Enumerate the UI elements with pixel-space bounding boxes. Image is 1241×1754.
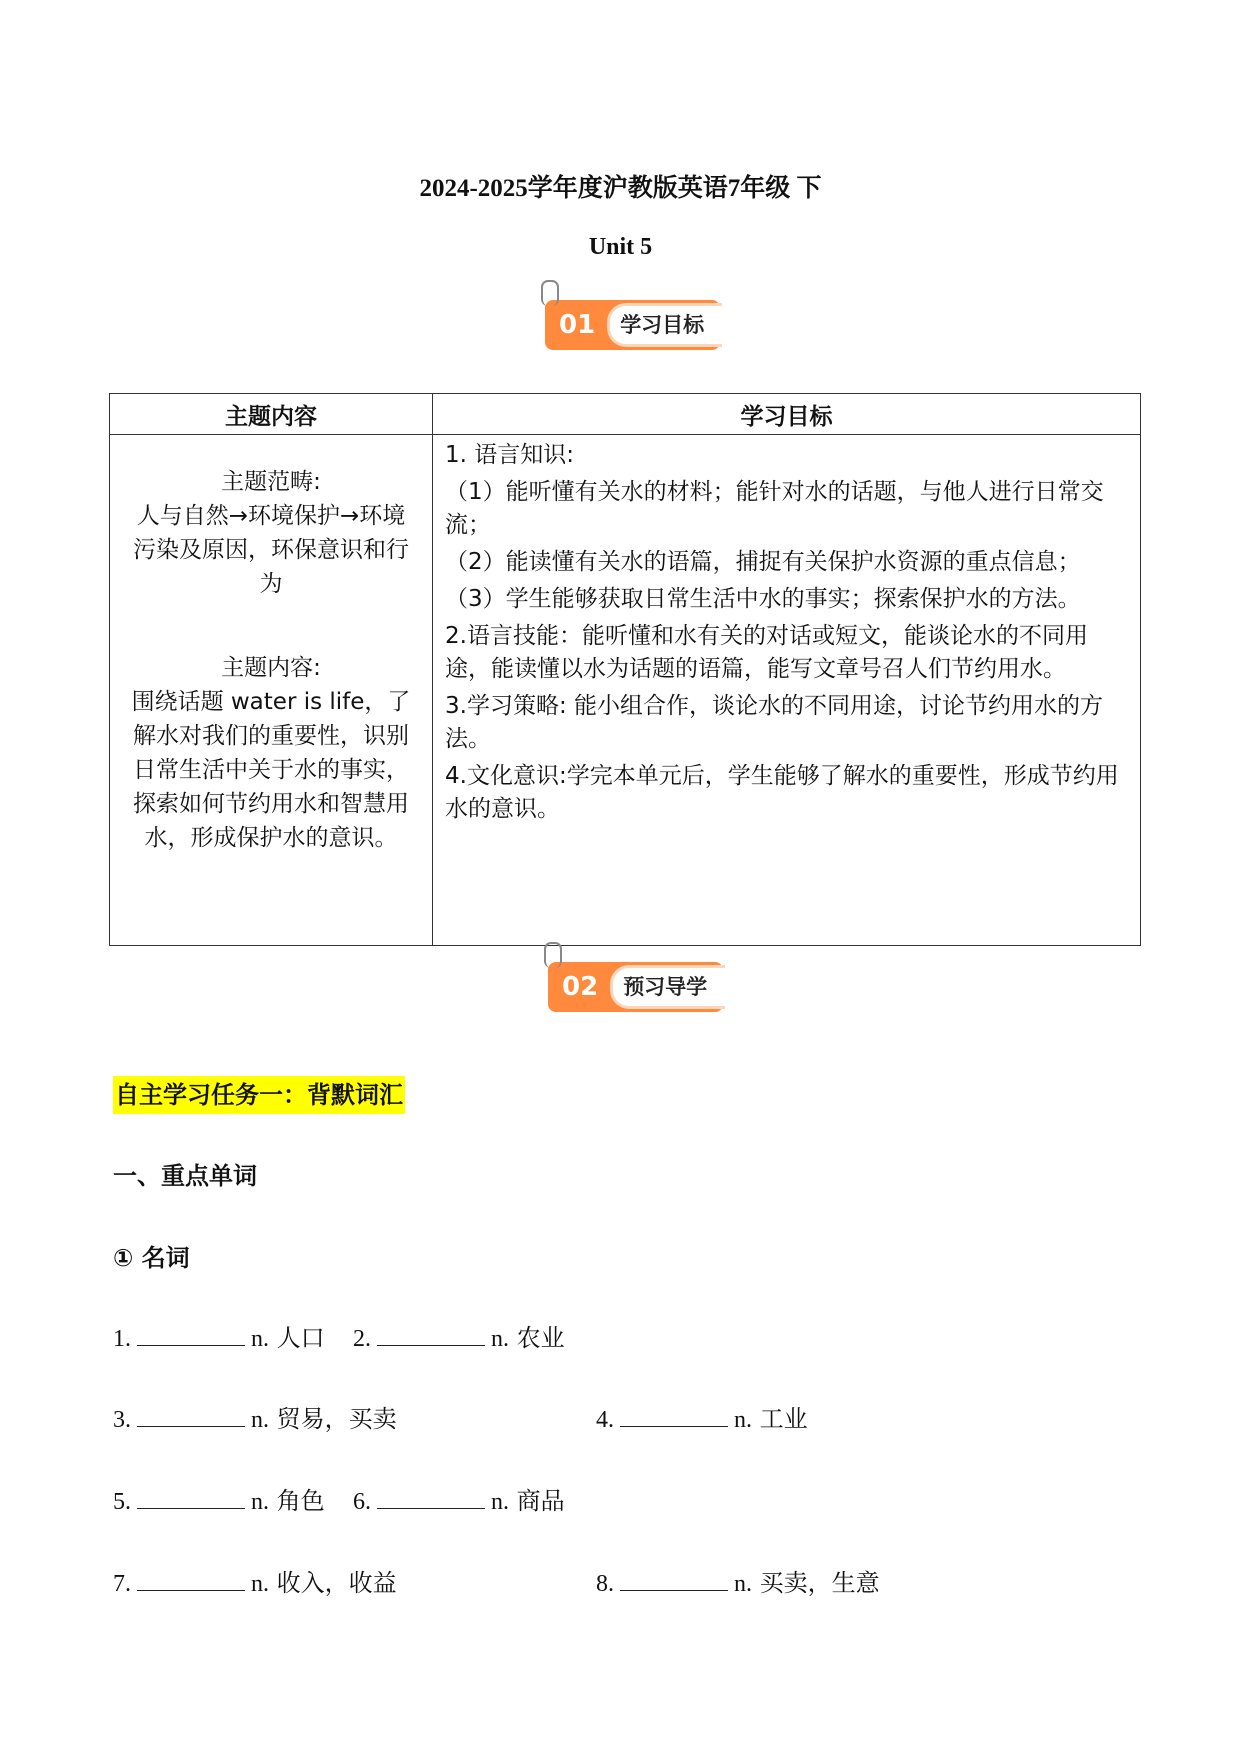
answer-blank[interactable] (137, 1486, 245, 1509)
section-heading: 一、重点单词 (113, 1162, 257, 1190)
goal-line: （2）能读懂有关水的语篇，捕捉有关保护水资源的重点信息； (445, 549, 1081, 575)
goals-cell (433, 435, 1141, 946)
subsection-heading: ① 名词 (113, 1244, 190, 1272)
badge-number: 01 (559, 310, 596, 340)
topic-cell (110, 435, 433, 946)
vocab-item: 8. n. 买卖，生意 (596, 1569, 880, 1597)
section-badge-goals (545, 300, 720, 350)
paperclip-icon (544, 942, 562, 968)
answer-blank[interactable] (137, 1568, 245, 1591)
vocab-item: 4. n. 工业 (596, 1405, 808, 1433)
unit-title: Unit 5 (588, 234, 653, 260)
vocab-item: 2. n. 农业 (353, 1324, 565, 1352)
table-header-goals: 学习目标 (433, 394, 1141, 435)
table-header-topic: 主题内容 (110, 394, 433, 435)
vocab-item: 6. n. 商品 (353, 1487, 565, 1515)
answer-blank[interactable] (377, 1323, 485, 1346)
vocab-item: 5. n. 角色 (113, 1487, 325, 1515)
content-text: 围绕话题 water is life，了解水对我们的重要性，识别日常生活中关于水的事实，探索如何节约用水和智慧用水，形成保护水的意识。 (131, 689, 411, 851)
goal-line: 4.文化意识:学完本单元后，学生能够了解水的重要性，形成节约用水的意识。 (445, 763, 1119, 822)
answer-blank[interactable] (620, 1568, 728, 1591)
content-title: 主题内容: (221, 655, 321, 681)
goal-line: （1）能听懂有关水的材料；能针对水的话题，与他人进行日常交流； (445, 479, 1104, 538)
vocab-item: 3. n. 贸易，买卖 (113, 1405, 397, 1433)
answer-blank[interactable] (377, 1486, 485, 1509)
goal-line: 3.学习策略: 能小组合作，谈论水的不同用途，讨论节约用水的方法。 (445, 693, 1104, 752)
badge-number: 02 (562, 972, 599, 1002)
scope-title: 主题范畴: (221, 469, 321, 495)
answer-blank[interactable] (620, 1404, 728, 1427)
document-title: 2024-2025学年度沪教版英语7年级 下 (419, 175, 822, 202)
badge-label: 学习目标 (607, 303, 722, 347)
vocab-item: 1. n. 人口 (113, 1324, 325, 1352)
answer-blank[interactable] (137, 1404, 245, 1427)
paperclip-icon (541, 280, 559, 306)
vocab-item: 7. n. 收入，收益 (113, 1569, 397, 1597)
scope-text: 人与自然→环境保护→环境污染及原因，环保意识和行为 (133, 503, 409, 597)
goal-line: （3）学生能够获取日常生活中水的事实；探索保护水的方法。 (445, 586, 1081, 612)
goal-line: 2.语言技能：能听懂和水有关的对话或短文，能谈论水的不同用途，能读懂以水为话题的语篇，能写文章号召人们节约用水。 (445, 623, 1088, 682)
goals-table (109, 393, 1141, 946)
badge-label: 预习导学 (610, 965, 725, 1009)
answer-blank[interactable] (137, 1323, 245, 1346)
goal-line: 1. 语言知识: (445, 442, 575, 468)
section-badge-preview (548, 962, 723, 1012)
task-heading: 自主学习任务一：背默词汇 (113, 1076, 405, 1114)
